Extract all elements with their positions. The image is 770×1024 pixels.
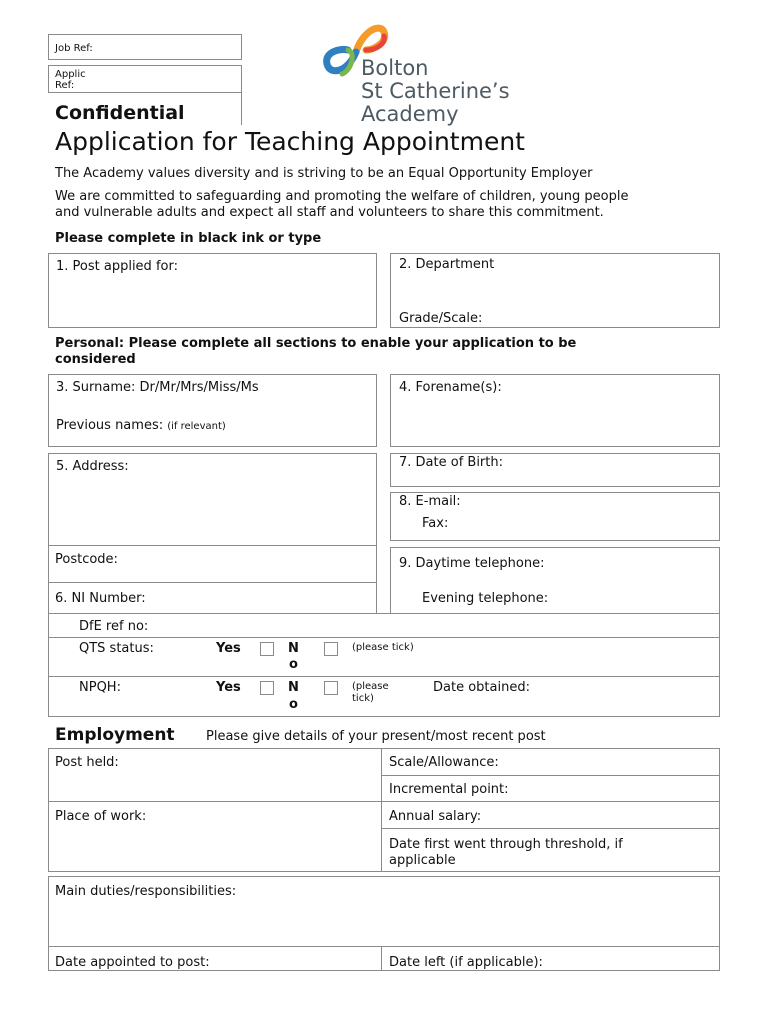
qts-no-label-line2: o — [289, 657, 298, 672]
email-field[interactable] — [390, 492, 720, 541]
applic-ref-label-line2: Ref: — [55, 80, 75, 91]
dfe-ref-label[interactable]: DfE ref no: — [79, 619, 149, 634]
place-of-work-label[interactable]: Place of work: — [55, 809, 147, 824]
dob-label: 7. Date of Birth: — [399, 455, 503, 470]
email-label: 8. E-mail: — [399, 494, 461, 509]
postcode-divider — [48, 545, 377, 546]
diversity-statement: The Academy values diversity and is striving to be an Equal Opportunity Employer — [55, 166, 593, 181]
employment-subheading: Please give details of your present/most recent post — [206, 729, 546, 744]
ink-instruction: Please complete in black ink or type — [55, 231, 322, 246]
threshold-divider — [381, 828, 720, 829]
date-appointed-label[interactable]: Date appointed to post: — [55, 955, 210, 970]
qts-yes-checkbox[interactable] — [260, 642, 274, 656]
scale-allowance-label[interactable]: Scale/Allowance: — [389, 755, 499, 770]
npqh-please-tick-line2: tick) — [352, 693, 374, 704]
job-ref-field[interactable] — [48, 34, 242, 60]
post-held-label[interactable]: Post held: — [55, 755, 119, 770]
address-field[interactable] — [48, 453, 377, 614]
daytime-telephone-label: 9. Daytime telephone: — [399, 556, 545, 571]
qts-no-label-line1: N — [288, 641, 299, 656]
qts-status-label: QTS status: — [79, 641, 154, 656]
department-label: 2. Department — [399, 257, 495, 272]
dob-field[interactable] — [390, 453, 720, 487]
ni-divider — [48, 582, 377, 583]
postcode-label[interactable]: Postcode: — [55, 552, 118, 567]
surname-label: 3. Surname: Dr/Mr/Mrs/Miss/Ms — [56, 380, 259, 395]
date-column-divider — [381, 946, 382, 971]
annual-salary-label[interactable]: Annual salary: — [389, 809, 482, 824]
qualifications-block — [48, 613, 720, 717]
main-duties-label[interactable]: Main duties/responsibilities: — [55, 884, 237, 899]
confidential-label: Confidential — [55, 102, 185, 124]
npqh-yes-checkbox[interactable] — [260, 681, 274, 695]
evening-telephone-label: Evening telephone: — [422, 591, 549, 606]
post-applied-field[interactable] — [48, 253, 377, 328]
qts-divider — [48, 637, 720, 638]
qts-yes-label: Yes — [216, 641, 241, 656]
logo-text-academy: Academy — [361, 102, 459, 126]
npqh-no-label-line2: o — [289, 697, 298, 712]
forenames-label: 4. Forename(s): — [399, 380, 502, 395]
previous-names-label: Previous names: (if relevant) — [56, 418, 226, 433]
safeguarding-statement-line2: and vulnerable adults and expect all staff and volunteers to share this commitment. — [55, 205, 604, 220]
header-divider — [241, 93, 242, 125]
salary-divider — [381, 801, 720, 802]
employment-table — [48, 748, 720, 872]
date-appointed-divider — [48, 946, 720, 947]
telephone-field[interactable] — [390, 547, 720, 614]
incremental-divider — [381, 775, 720, 776]
logo-text-bolton: Bolton — [361, 56, 429, 80]
date-left-label[interactable]: Date left (if applicable): — [389, 955, 543, 970]
threshold-label-line2: applicable — [389, 853, 456, 868]
npqh-date-obtained-label[interactable]: Date obtained: — [433, 680, 530, 695]
personal-section-heading-line1: Personal: Please complete all sections to enable your application to be — [55, 336, 577, 351]
ni-number-label[interactable]: 6. NI Number: — [55, 591, 146, 606]
employment-column-divider — [381, 748, 382, 872]
safeguarding-statement-line1: We are committed to safeguarding and promoting the welfare of children, young people — [55, 189, 629, 204]
npqh-label: NPQH: — [79, 680, 121, 695]
npqh-divider — [48, 676, 720, 677]
qts-no-checkbox[interactable] — [324, 642, 338, 656]
employment-heading: Employment — [55, 725, 175, 745]
npqh-yes-label: Yes — [216, 680, 241, 695]
address-label: 5. Address: — [56, 459, 129, 474]
job-ref-label: Job Ref: — [55, 43, 93, 54]
threshold-label-line1[interactable]: Date first went through threshold, if — [389, 837, 623, 852]
personal-section-heading-line2: considered — [55, 352, 136, 367]
forenames-field[interactable] — [390, 374, 720, 447]
npqh-please-tick-line1: (please — [352, 681, 389, 692]
npqh-no-label-line1: N — [288, 680, 299, 695]
fax-label: Fax: — [422, 516, 449, 531]
page-title: Application for Teaching Appointment — [55, 127, 525, 156]
department-field[interactable] — [390, 253, 720, 328]
applic-ref-label-line1: Applic — [55, 69, 86, 80]
npqh-no-checkbox[interactable] — [324, 681, 338, 695]
applic-ref-field[interactable] — [48, 65, 242, 93]
incremental-point-label[interactable]: Incremental point: — [389, 782, 509, 797]
logo-text-st-catherines: St Catherine’s — [361, 79, 510, 103]
post-applied-label: 1. Post applied for: — [56, 259, 178, 274]
qts-please-tick-note: (please tick) — [352, 642, 414, 653]
grade-scale-label: Grade/Scale: — [399, 311, 483, 326]
place-of-work-divider — [48, 801, 382, 802]
surname-field[interactable] — [48, 374, 377, 447]
